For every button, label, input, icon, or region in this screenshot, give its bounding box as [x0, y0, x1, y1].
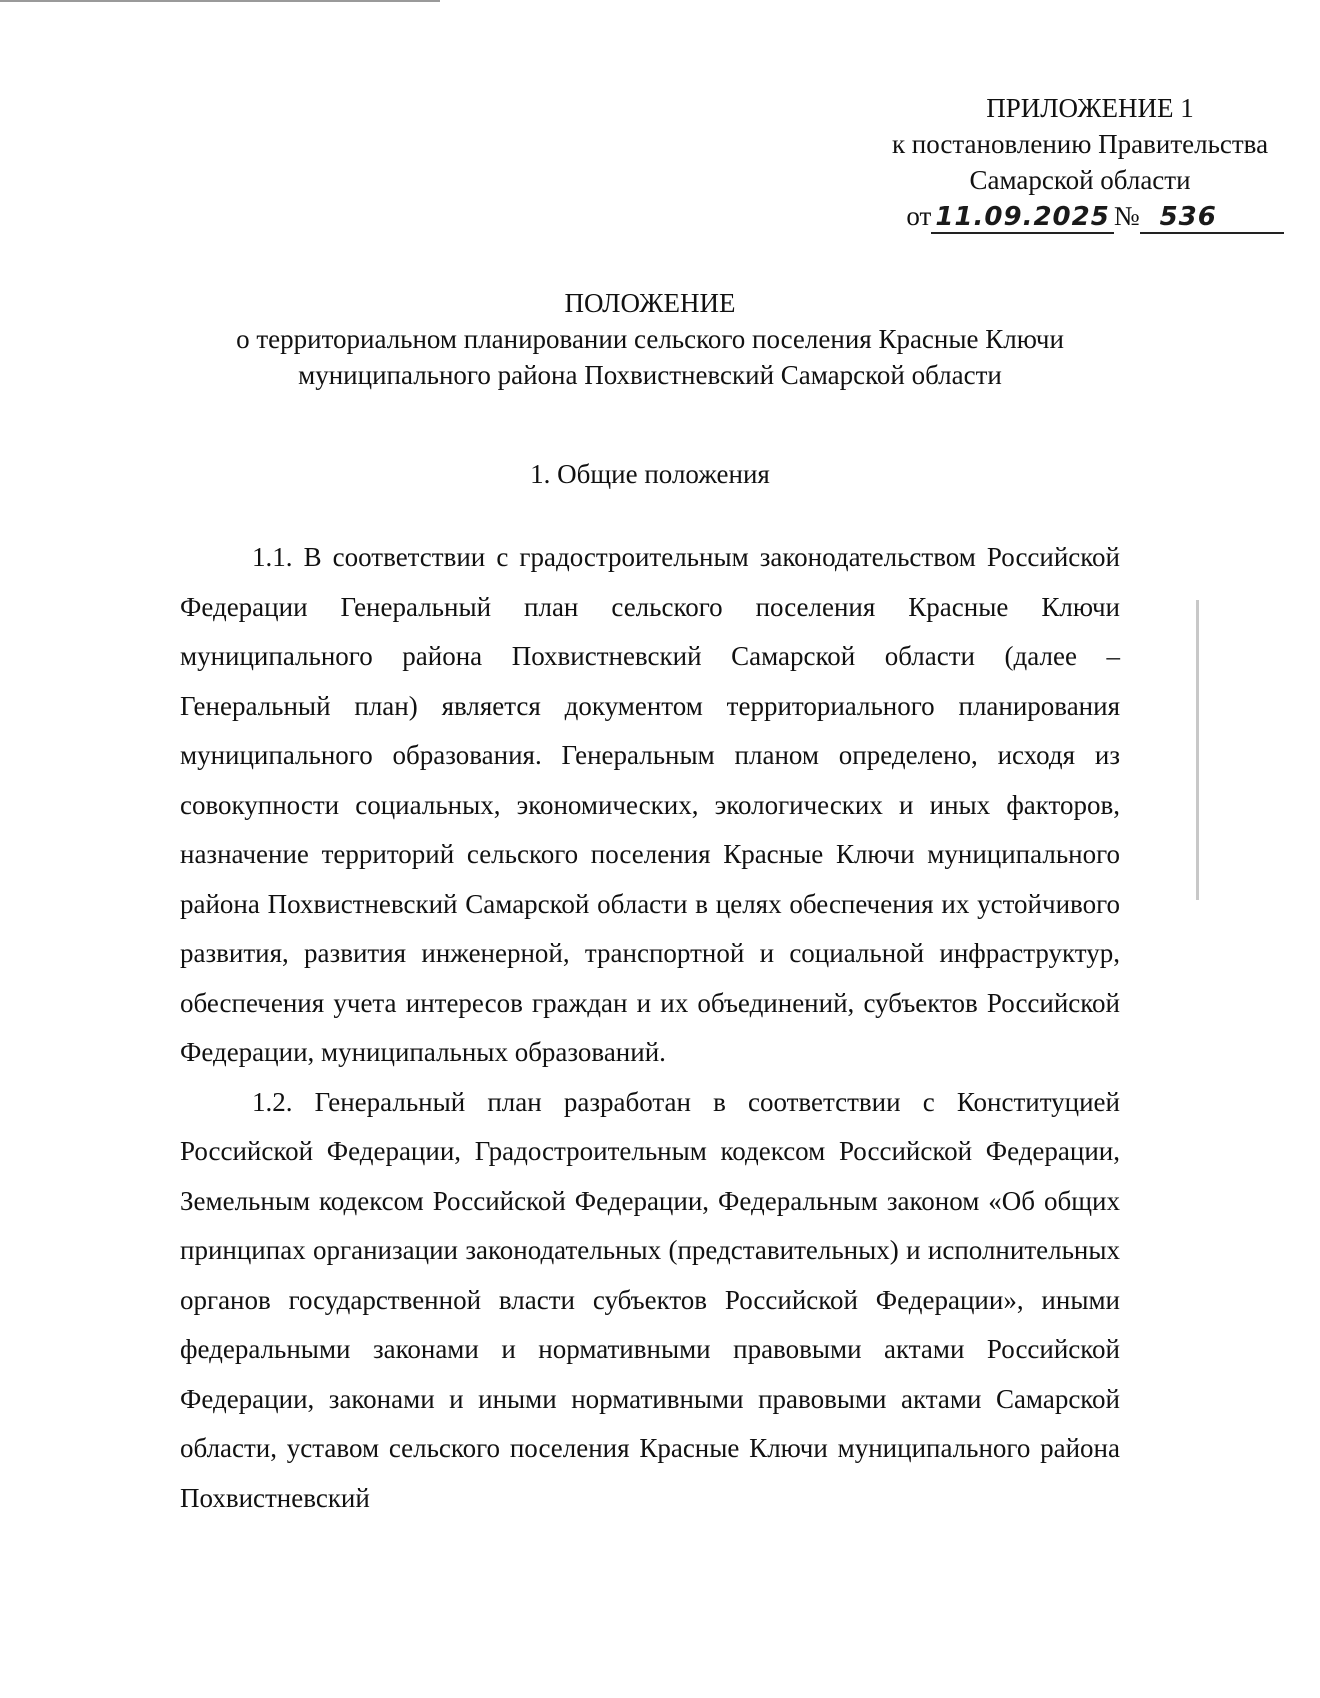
document-title-block — [180, 285, 1120, 393]
document-title: ПОЛОЖЕНИЕ — [564, 288, 736, 318]
paragraph-1-1: 1.1. В соответствии с градостроительным законодательством Российской Федерации Генеральный план сельского поселения Красные Ключи муниципального района Похвистневский Самарской области (далее – Генеральный план) является документом территориального планирования муниципального образования. Генеральным планом определено, исходя из совокупности социальных, экономических, экологических и иных факторов, назначение территорий сельского поселения Красные Ключи муниципального района Похвистневский Самарской области в целях обеспечения их устойчивого развития, развития инженерной, транспортной и социальной инфраструктур, обеспечения учета интересов граждан и их объединений, субъектов Российской Федерации, муниципальных образований. — [180, 542, 1120, 1067]
appendix-title: ПРИЛОЖЕНИЕ 1 — [986, 93, 1194, 123]
appendix-block — [840, 90, 1320, 234]
date-prefix: от — [906, 201, 932, 231]
document-subtitle-line-1: о территориальном планировании сельского поселения Красные Ключи — [236, 324, 1064, 354]
section-body — [180, 533, 1120, 1523]
scan-edge-right — [1196, 600, 1199, 900]
appendix-line-2: Самарской области — [969, 165, 1191, 195]
scan-edge-top — [0, 0, 440, 2]
appendix-date-line — [870, 198, 1320, 234]
handwritten-date: 11.09.2025 — [931, 202, 1113, 234]
document-subtitle-line-2: муниципального района Похвистневский Самарской области — [298, 360, 1002, 390]
appendix-line-1: к постановлению Правительства — [891, 129, 1269, 159]
paragraph-1-2: 1.2. Генеральный план разработан в соответствии с Конституцией Российской Федерации, Градостроительным кодексом Российской Федерации, Земельным кодексом Российской Федерации, Федеральным законом «Об общих принципах организации законодательных (представительных) и исполнительных органов государственной власти субъектов Российской Федерации», иными федеральными законами и нормативными правовыми актами Российской Федерации, законами и иными нормативными правовыми актами Самарской области, уставом сельского поселения Красные Ключи муниципального района Похвистневский — [180, 1086, 1120, 1513]
section-heading: 1. Общие положения — [530, 459, 770, 489]
number-prefix: № — [1113, 201, 1140, 231]
handwritten-number: 536 — [1140, 202, 1284, 234]
